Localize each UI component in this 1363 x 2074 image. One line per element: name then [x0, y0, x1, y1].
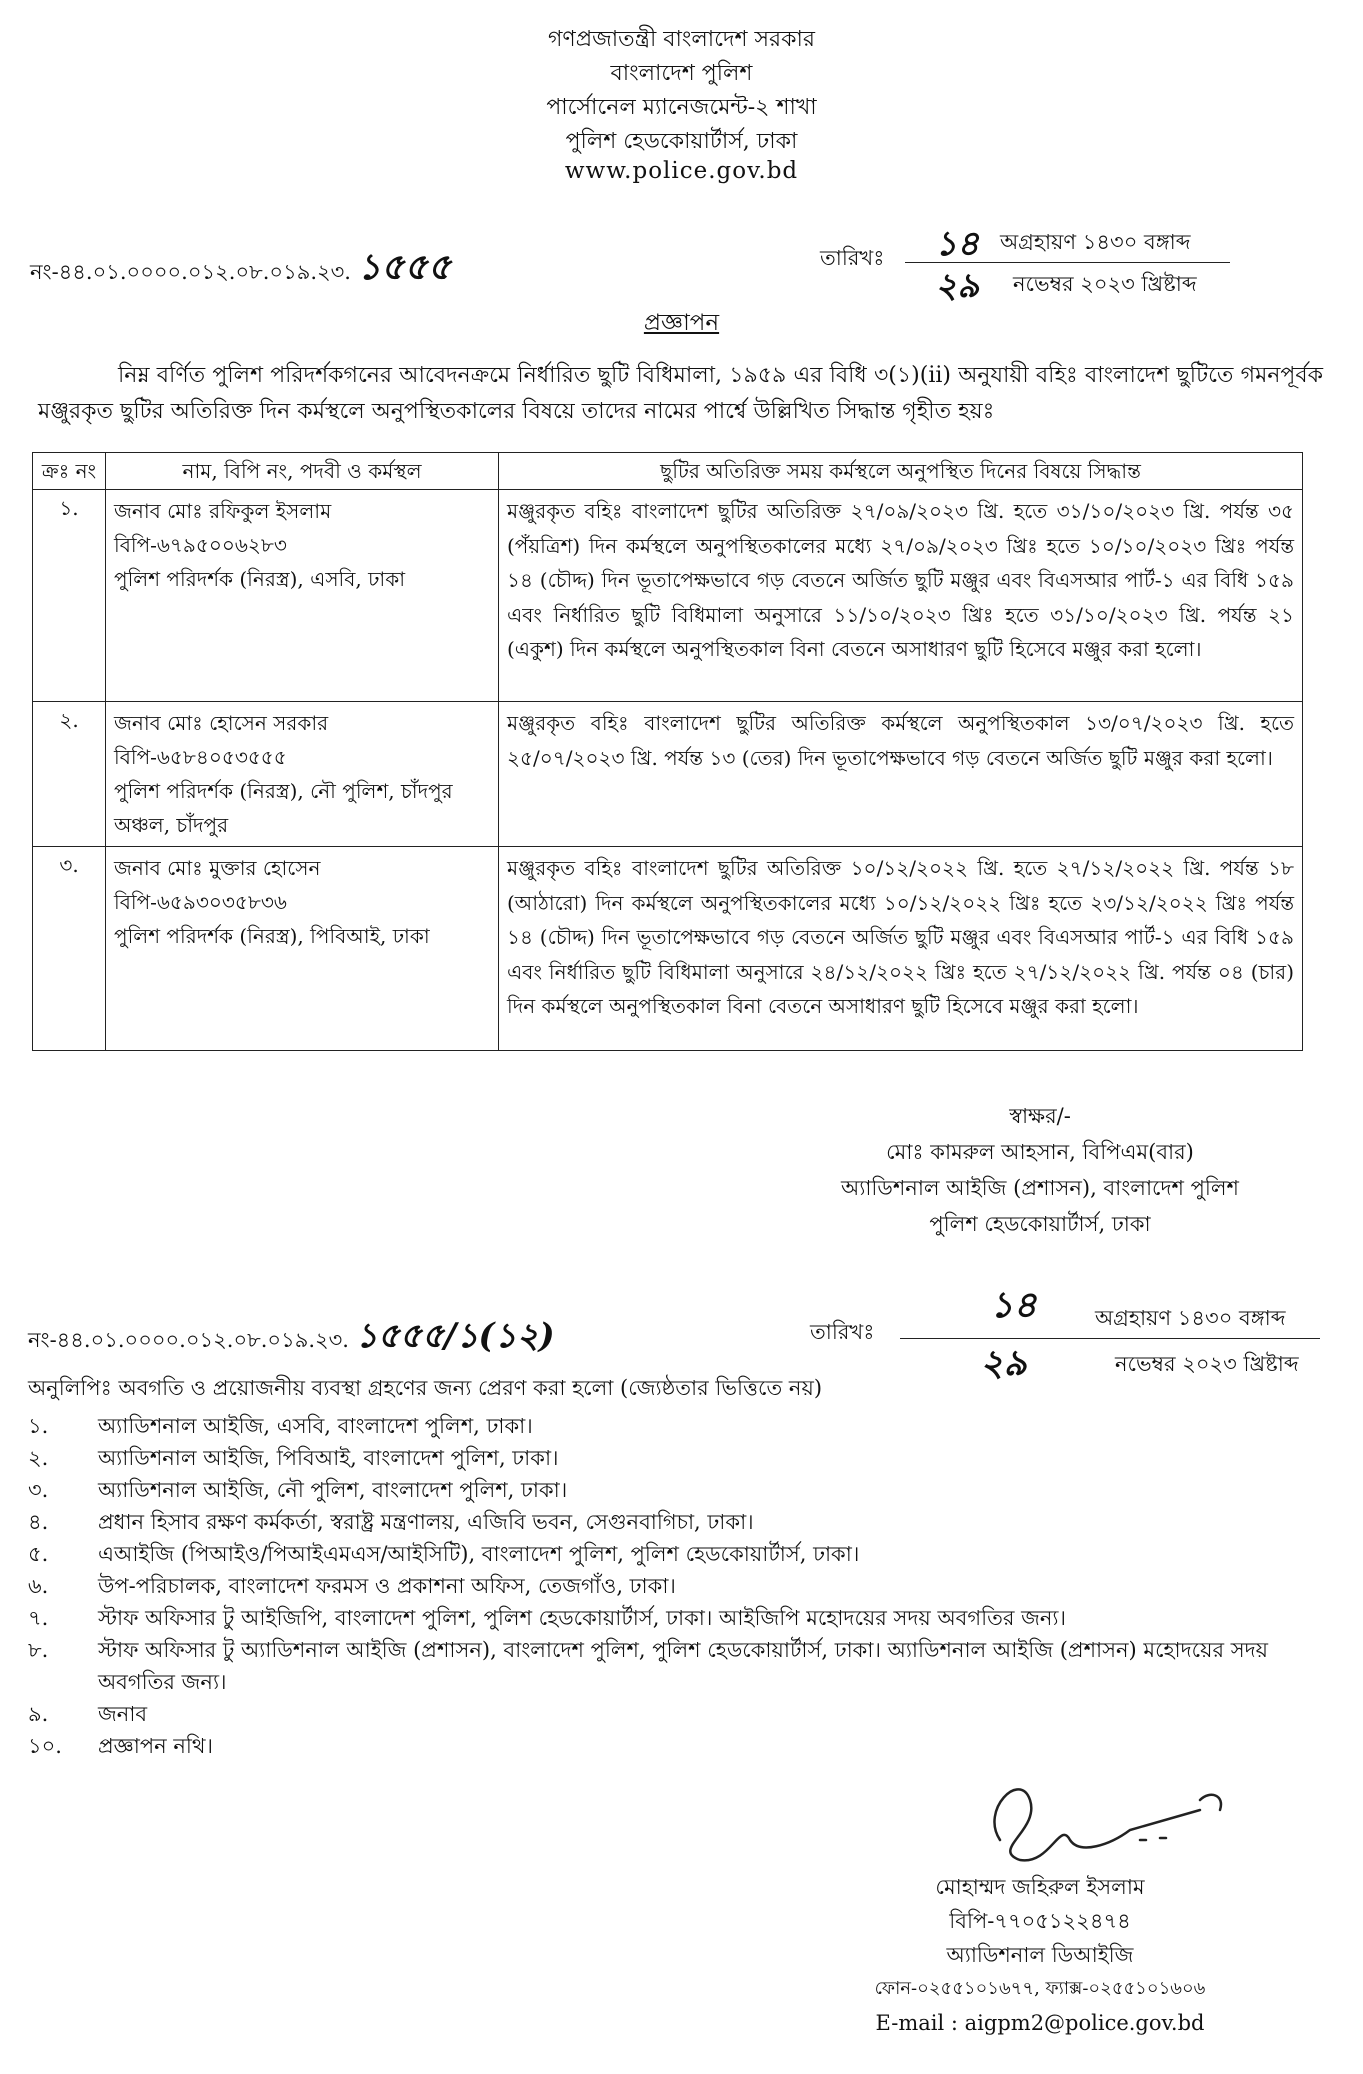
- list-item-text: অ্যাডিশনাল আইজি, এসবি, বাংলাদেশ পুলিশ, ঢাকা।: [98, 1414, 533, 1438]
- header-govt: গণপ্রজাতন্ত্রী বাংলাদেশ সরকার: [547, 27, 816, 52]
- copy-date-divider: [900, 1338, 1320, 1339]
- row-bp: বিপি-৬৫৯৩০৩৫৮৩৬: [114, 890, 287, 914]
- list-item-number: ৪.: [28, 1510, 49, 1534]
- list-item-text: স্টাফ অফিসার টু অ্যাডিশনাল আইজি (প্রশাসন), বাংলাদেশ পুলিশ, পুলিশ হেডকোয়ার্টার্স, ঢাকা। অ্যাডিশনাল আইজি (প্রশাসন) মহোদয়ের সদয় অবগতির জন্য।: [98, 1638, 1268, 1694]
- copy-ref-number: ১৫৫৫/১(১২): [355, 1316, 555, 1356]
- signature-email[interactable]: E-mail : aigpm2@police.gov.bd: [875, 2011, 1205, 2035]
- row-post: পুলিশ পরিদর্শক (নিরস্ত্র), এসবি, ঢাকা: [114, 567, 406, 591]
- row-bp: বিপি-৬৫৮৪০৫৩৫৫৫: [114, 745, 287, 769]
- row-decision: মঞ্জুরকৃত বহিঃ বাংলাদেশ ছুটির অতিরিক্ত ১০/১২/২০২২ খ্রি. হতে ২৭/১২/২০২২ খ্রি. পর্যন্ত ১৮ (আঠারো) দিন কর্মস্থলে অনুপস্থিতকালের মধ্যে ১০/১২/২০২২ খ্রিঃ হতে ২৩/১২/২০২২ খ্রিঃ পর্যন্ত ১৪ (চৌদ্দ) দিন ভূতাপেক্ষভাবে গড় বেতনে অর্জিত ছুটি মঞ্জুর এবং বিএসআর পার্ট-১ এর বিধি ১৫৯ এবং নির্ধারিত ছুটি বিধিমালা অনুসারে ২৪/১২/২০২২ খ্রিঃ হতে ২৭/১২/২০২২ খ্রি. পর্যন্ত ০৪ (চার) দিন কর্মস্থলে অনুপস্থিতকাল বিনা বেতনে অসাধারণ ছুটি হিসেবে মঞ্জুর করা হলো।: [499, 847, 1303, 1051]
- signature-signed: স্বাক্ষর/-: [1009, 1104, 1071, 1128]
- list-item-text: অ্যাডিশনাল আইজি, পিবিআই, বাংলাদেশ পুলিশ, ঢাকা।: [98, 1446, 559, 1470]
- orders-table: [32, 452, 1303, 1051]
- list-item-number: ৫.: [28, 1542, 49, 1566]
- list-item: [28, 1538, 1328, 1570]
- handwritten-signature: [960, 1750, 1260, 1880]
- copy-date-month-bangla: অগ্রহায়ণ ১৪৩০ বঙ্গাব্দ: [1095, 1306, 1286, 1330]
- memo-date-month-bangla: অগ্রহায়ণ ১৪৩০ বঙ্গাব্দ: [1000, 230, 1191, 254]
- list-item-text: উপ-পরিচালক, বাংলাদেশ ফরমস ও প্রকাশনা অফিস, তেজগাঁও, ঢাকা।: [98, 1574, 676, 1598]
- header-decision: ছুটির অতিরিক্ত সময় কর্মস্থলে অনুপস্থিত দিনের বিষয়ে সিদ্ধান্ত: [499, 453, 1303, 490]
- row-person: [106, 702, 499, 847]
- row-name: জনাব মোঃ রফিকুল ইসলাম: [114, 499, 332, 523]
- list-item-text: অ্যাডিশনাল আইজি, নৌ পুলিশ, বাংলাদেশ পুলিশ, ঢাকা।: [98, 1478, 568, 1502]
- table-row: [33, 702, 1303, 847]
- list-item-text: স্টাফ অফিসার টু আইজিপি, বাংলাদেশ পুলিশ, পুলিশ হেডকোয়ার্টার্স, ঢাকা। আইজিপি মহোদয়ের সদয় অবগতির জন্য।: [98, 1606, 1066, 1630]
- row-name: জনাব মোঃ মুক্তার হোসেন: [114, 856, 321, 880]
- copy-date-day-bangla: ১৪: [990, 1284, 1037, 1326]
- list-item-number: ৬.: [28, 1574, 49, 1598]
- list-item: [28, 1506, 1328, 1538]
- memo-date-day-english: ২৯: [935, 266, 980, 306]
- row-serial: ২.: [33, 702, 106, 847]
- signature-bp: বিপি-৭৭০৫১২২৪৭৪: [949, 1909, 1131, 1933]
- row-bp: বিপি-৬৭৯৫০০৬২৮৩: [114, 533, 287, 557]
- copy-ref: [28, 1310, 555, 1367]
- header-dept: বাংলাদেশ পুলিশ: [610, 61, 753, 86]
- header-name: নাম, বিপি নং, পদবী ও কর্মস্থল: [106, 453, 499, 490]
- list-item-text: জনাব: [98, 1702, 148, 1726]
- list-item: [28, 1570, 1328, 1602]
- row-post: পুলিশ পরিদর্শক (নিরস্ত্র), নৌ পুলিশ, চাঁদপুর অঞ্চল, চাঁদপুর: [114, 779, 453, 837]
- copy-date-label: তারিখঃ: [810, 1320, 875, 1344]
- list-item-number: ৯.: [28, 1702, 49, 1726]
- signature-name: মোহাম্মদ জহিরুল ইসলাম: [935, 1875, 1145, 1899]
- list-item-number: ৭.: [28, 1606, 49, 1630]
- list-item-text: এআইজি (পিআইও/পিআইএমএস/আইসিটি), বাংলাদেশ পুলিশ, পুলিশ হেডকোয়ার্টার্স, ঢাকা।: [98, 1542, 860, 1566]
- list-item-number: ৮.: [28, 1638, 49, 1662]
- table-row: [33, 847, 1303, 1051]
- memo-intro: নিম্ন বর্ণিত পুলিশ পরিদর্শকগনের আবেদনক্রমে নির্ধারিত ছুটি বিধিমালা, ১৯৫৯ এর বিধি ৩(১)(ii) অনুযায়ী বহিঃ বাংলাদেশ ছুটিতে গমনপূর্বক মঞ্জুরকৃত ছুটির অতিরিক্ত দিন কর্মস্থলে অনুপস্থিতকালের বিষয়ে তাদের নামের পার্শ্বে উল্লিখিত সিদ্ধান্ত গৃহীত হয়ঃ: [38, 363, 1323, 424]
- header-website[interactable]: www.police.gov.bd: [564, 158, 799, 184]
- memo-ref-number: ১৫৫৫: [357, 246, 452, 288]
- copy-intro: অনুলিপিঃ অবগতি ও প্রয়োজনীয় ব্যবস্থা গ্রহণের জন্য প্রেরণ করা হলো (জ্যেষ্ঠতার ভিত্তিতে নয়): [28, 1376, 823, 1400]
- signature-block-2: [760, 1870, 1320, 2040]
- list-item-text: প্রধান হিসাব রক্ষণ কর্মকর্তা, স্বরাষ্ট্র মন্ত্রণালয়, এজিবি ভবন, সেগুনবাগিচা, ঢাকা।: [98, 1510, 754, 1534]
- memo-ref: [30, 240, 451, 300]
- memo-title: [0, 304, 1363, 343]
- list-item-number: ২.: [28, 1446, 49, 1470]
- row-serial: ৩.: [33, 847, 106, 1051]
- list-item-number: ১০.: [28, 1734, 62, 1758]
- row-decision: মঞ্জুরকৃত বহিঃ বাংলাদেশ ছুটির অতিরিক্ত কর্মস্থলে অনুপস্থিতকাল ১৩/০৭/২০২৩ খ্রি. হতে ২৫/০৭/২০২৩ খ্রি. পর্যন্ত ১৩ (তের) দিন ভূতাপেক্ষভাবে গড় বেতনে অর্জিত ছুটি মঞ্জুর করা হলো।: [499, 702, 1303, 847]
- table-header-row: [33, 453, 1303, 490]
- list-item: [28, 1698, 1328, 1730]
- table-row: [33, 490, 1303, 702]
- list-item: [28, 1442, 1328, 1474]
- row-person: [106, 847, 499, 1051]
- header-office: পুলিশ হেডকোয়ার্টার্স, ঢাকা: [565, 129, 798, 154]
- list-item-number: ৩.: [28, 1478, 49, 1502]
- copy-date-month-english: নভেম্বর ২০২৩ খ্রিষ্টাব্দ: [1115, 1352, 1299, 1376]
- memo-ref-prefix: নং-৪৪.০১.০০০০.০১২.০৮.০১৯.২৩.: [30, 260, 351, 284]
- row-person: [106, 490, 499, 702]
- copy-ref-prefix: নং-৪৪.০১.০০০০.০১২.০৮.০১৯.২৩.: [28, 1328, 349, 1352]
- signature-contact: ফোন-০২৫৫১০১৬৭৭, ফ্যাক্স-০২৫৫১০১৬০৬: [874, 1978, 1206, 1999]
- signature-block-1: [760, 1098, 1320, 1242]
- list-item: [28, 1410, 1328, 1442]
- row-decision: মঞ্জুরকৃত বহিঃ বাংলাদেশ ছুটির অতিরিক্ত ২৭/০৯/২০২৩ খ্রি. হতে ৩১/১০/২০২৩ খ্রি. পর্যন্ত ৩৫ (পঁয়ত্রিশ) দিন কর্মস্থলে অনুপস্থিতকালের মধ্যে ২৭/০৯/২০২৩ খ্রিঃ হতে ১০/১০/২০২৩ খ্রিঃ পর্যন্ত ১৪ (চৌদ্দ) দিন ভূতাপেক্ষভাবে গড় বেতনে অর্জিত ছুটি মঞ্জুর এবং বিএসআর পার্ট-১ এর বিধি ১৫৯ এবং নির্ধারিত ছুটি বিধিমালা অনুসারে ১১/১০/২০২৩ খ্রিঃ হতে ৩১/১০/২০২৩ খ্রি. পর্যন্ত ২১ (একুশ) দিন কর্মস্থলে অনুপস্থিতকাল বিনা বেতনে অসাধারণ ছুটি হিসেবে মঞ্জুর করা হলো।: [499, 490, 1303, 702]
- row-name: জনাব মোঃ হোসেন সরকার: [114, 711, 329, 735]
- signature-designation: অ্যাডিশনাল আইজি (প্রশাসন), বাংলাদেশ পুলিশ: [841, 1176, 1239, 1200]
- row-post: পুলিশ পরিদর্শক (নিরস্ত্র), পিবিআই, ঢাকা: [114, 924, 430, 948]
- header-branch: পার্সোনেল ম্যানেজমেন্ট-২ শাখা: [546, 95, 817, 120]
- list-item-text: প্রজ্ঞাপন নথি।: [98, 1734, 213, 1758]
- memo-date-day-bangla: ১৪: [935, 224, 980, 264]
- memo-date-label: তারিখঃ: [820, 246, 885, 270]
- signature-office: পুলিশ হেডকোয়ার্টার্স, ঢাকা: [929, 1212, 1151, 1236]
- signature-designation: অ্যাডিশনাল ডিআইজি: [946, 1943, 1134, 1967]
- copy-list: [28, 1410, 1328, 1762]
- list-item: [28, 1634, 1328, 1698]
- signature-name: মোঃ কামরুল আহসান, বিপিএম(বার): [886, 1140, 1194, 1164]
- memo-date-month-english: নভেম্বর ২০২৩ খ্রিষ্টাব্দ: [1013, 272, 1197, 296]
- list-item: [28, 1602, 1328, 1634]
- row-serial: ১.: [33, 490, 106, 702]
- header-serial: ক্রঃ নং: [33, 453, 106, 490]
- list-item-number: ১.: [28, 1414, 49, 1438]
- copy-date-day-english: ২৯: [980, 1342, 1027, 1384]
- memo-title-text: প্রজ্ঞাপন: [643, 310, 720, 336]
- list-item: [28, 1474, 1328, 1506]
